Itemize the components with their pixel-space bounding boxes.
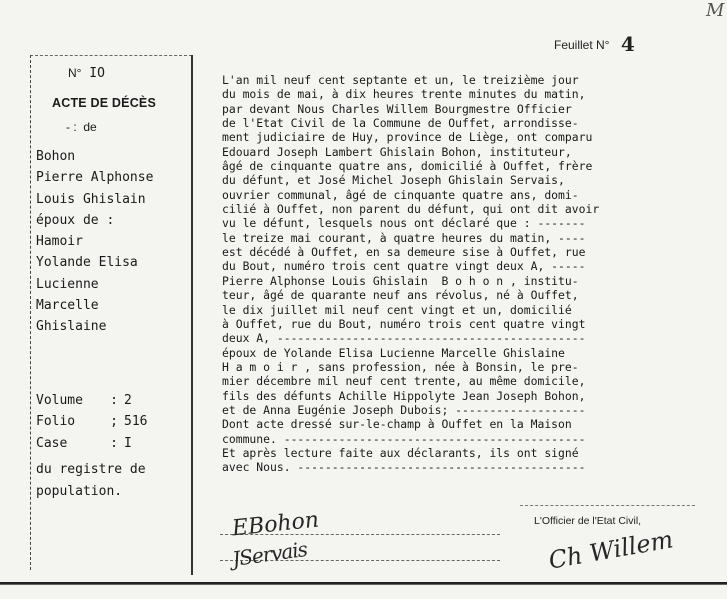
body-line: deux A, --------------------------------------------- (222, 331, 586, 346)
body-line: fils des défunts Achille Hippolyte Jean Joseph Bohon, (222, 388, 586, 403)
left-column-border (30, 55, 31, 570)
meta-key: Volume (36, 393, 83, 408)
name-line: Pierre Alphonse (36, 170, 154, 186)
column-divider (191, 55, 193, 575)
body-line: âgé de cinquante quatre ans, domicilié à Ouffet, frère (222, 159, 593, 174)
body-line: teur, âgé de quarante neuf ans révolus, né à Ouffet, (222, 288, 579, 303)
body-line: ouvrier communal, âgé de cinquante quatre ans, domi- (222, 187, 579, 202)
body-line: ment judiciaire de Huy, province de Liège, ont comparu (222, 130, 593, 145)
corner-mark: M (706, 0, 725, 21)
body-line: et de Anna Eugénie Joseph Dubois; ------------------- (222, 402, 586, 417)
body-line: H a m o i r , sans profession, née à Bonsin, le pre- (222, 359, 579, 374)
name-line: Bohon (36, 149, 76, 164)
meta-sep: ; (110, 414, 118, 430)
body-line: L'an mil neuf cent septante et un, le treizième jour (222, 73, 579, 87)
page-bottom-rule (0, 582, 727, 585)
sheet-number-value: 4 (620, 32, 635, 56)
meta-key: Case (36, 435, 68, 451)
declarant-signature-servais: JServais (230, 536, 309, 572)
name-line: Lucienne (36, 276, 99, 292)
body-line: est décédé à Ouffet, en sa demeure sise à Ouffet, rue (222, 245, 586, 260)
body-line: le treize mai courant, à quatre heures du matin, ---- (222, 230, 586, 245)
body-line: du mois de mai, à dix heures trente minutes du matin, (222, 87, 586, 102)
body-line: du Bout, numéro trois cent quatre vingt deux A, ----- (222, 259, 586, 274)
body-line: Pierre Alphonse Louis Ghislain B o h o n , institu- (222, 273, 579, 288)
body-line: par devant Nous Charles Willem Bourgmestre Officier (222, 101, 572, 116)
registry-note (36, 459, 146, 503)
meta-row-folio (36, 411, 147, 432)
officer-label: L'Officier de l'Etat Civil, (534, 515, 642, 527)
name-line: Yolande Elisa (36, 255, 138, 271)
act-body (222, 73, 722, 475)
meta-key: Folio (36, 414, 76, 430)
act-title: ACTE DE DÉCÈS (52, 96, 157, 110)
body-line: de l'Etat Civil de la Commune de Ouffet, arrondisse- (222, 116, 579, 131)
body-line: Edouard Joseph Lambert Ghislain Bohon, instituteur, (222, 144, 572, 159)
name-line: Louis Ghislain (36, 191, 146, 207)
act-title-de: - : de (66, 120, 97, 134)
body-line: époux de Yolande Elisa Lucienne Marcelle Ghislaine (222, 345, 565, 360)
meta-row-volume (36, 390, 147, 411)
registry-line: population. (36, 484, 123, 499)
name-line: Hamoir (36, 234, 83, 250)
meta-value: I (124, 435, 132, 451)
act-number (68, 66, 105, 81)
meta-sep: : (110, 393, 118, 408)
de-word: de (83, 120, 97, 134)
body-line: commune. -------------------------------------------- (222, 431, 586, 446)
meta-row-case (36, 433, 147, 454)
officer-signature: Ch Willem (546, 525, 676, 575)
body-line: le dix juillet mil neuf cent vingt et un, domicilié (222, 302, 572, 317)
deceased-names (36, 146, 153, 338)
body-line: à Ouffet, rue du Bout, numéro trois cent quatre vingt (222, 316, 586, 331)
body-line: Dont acte dressé sur-le-champ à Ouffet en la Maison (222, 417, 572, 432)
body-line: Et après lecture faite aux déclarants, ils ont signé (222, 445, 579, 460)
act-number-label: N° (68, 66, 82, 80)
body-line: du défunt, et José Michel Joseph Ghislain Servais, (222, 173, 565, 188)
body-line: avec Nous. ------------------------------------------ (222, 460, 586, 475)
left-column-top-rule (30, 55, 192, 56)
meta-sep: : (110, 435, 118, 451)
body-line: mier décembre mil neuf cent trente, au même domicile, (222, 374, 586, 389)
register-reference (36, 390, 147, 454)
act-number-value: IO (89, 66, 105, 81)
meta-value: 2 (124, 393, 132, 408)
declarant-signature-bohon: EBohon (230, 507, 321, 542)
registry-line: du registre de (36, 462, 146, 477)
name-line: époux de : (36, 212, 115, 228)
name-line: Marcelle (36, 298, 99, 314)
body-line: vu le défunt, lesquels nous ont déclaré que : ------- (222, 216, 586, 231)
officer-rule (520, 505, 695, 506)
body-line: cilié à Ouffet, non parent du défunt, qui ont dit avoir (222, 202, 600, 217)
sheet-number-label: Feuillet N° (554, 38, 610, 52)
name-line: Ghislaine (36, 319, 107, 335)
sheet-number (554, 30, 635, 54)
meta-value: 516 (124, 414, 148, 430)
